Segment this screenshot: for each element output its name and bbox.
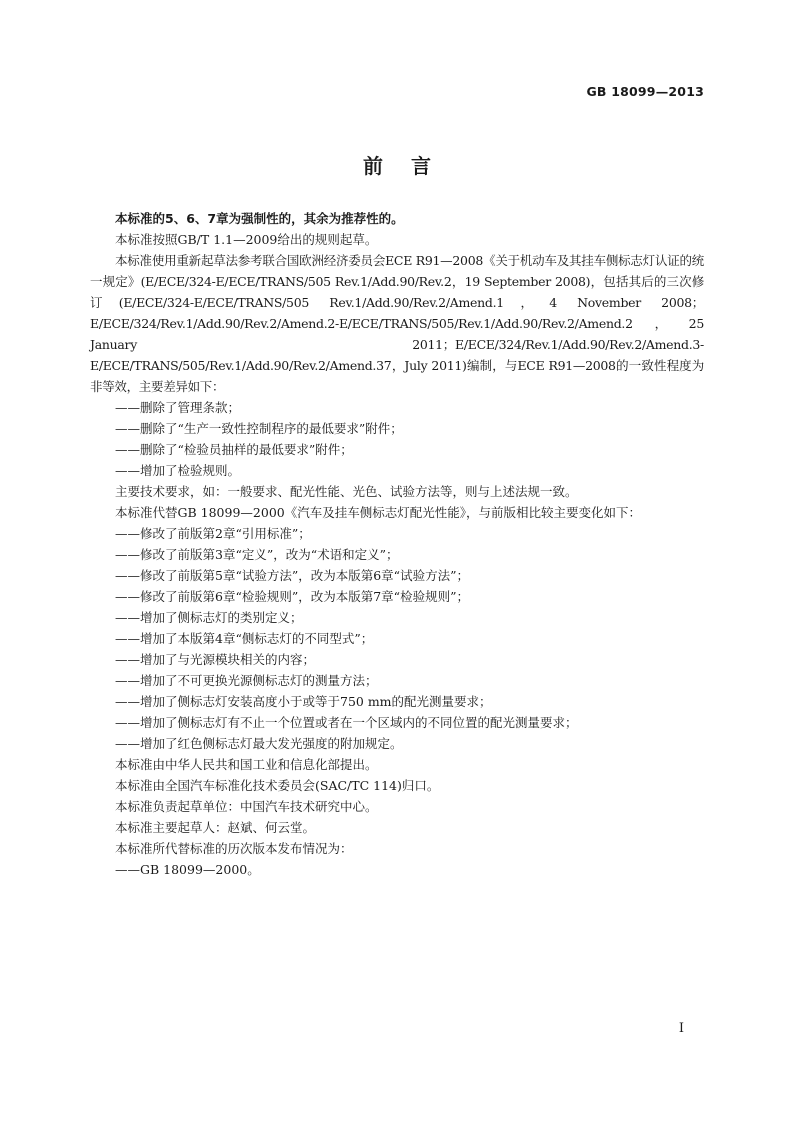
list-item: ——增加了侧标志灯的类别定义； — [115, 610, 303, 625]
standard-id-header: GB 18099—2013 — [586, 84, 704, 99]
list-item: ——增加了本版第4章“侧标志灯的不同型式”； — [115, 631, 374, 646]
list-item: ——增加了不可更换光源侧标志灯的测量方法； — [115, 673, 378, 688]
paragraph-mandatory-chapters: 本标准的5、6、7章为强制性的，其余为推荐性的。 — [115, 211, 404, 226]
page-title: 前言 — [363, 154, 459, 178]
list-item: ——增加了红色侧标志灯最大发光强度的附加规定。 — [115, 736, 403, 751]
list-item: ——增加了检验规则。 — [115, 463, 241, 478]
paragraph-ece-reference: 本标准使用重新起草法参考联合国欧洲经济委员会ECE R91—2008《关于机动车及其挂车侧标志灯认证的统一规定》(E/ECE/324-E/ECE/TRANS/505 Rev.1/Add.90/Rev.2，19 September 2008)，包括其后的三次修订(E/ECE/324-E/ECE/TRANS/505 Rev.1/Add.90/Rev.2/Amend.1，4 November 2008；E/ECE/324/Rev.1/Add.90/Rev.2/Amend.2-E/ECE/TRANS/505/Rev.1/Add.90/Rev.2/Amend.2，25 January 2011；E/ECE/324/Rev.1/Add.90/Rev.2/Amend.3-E/ECE/TRANS/505/Rev.1/Add.90/Rev.2/Amend.37，July 2011)编制，与ECE R91—2008的一致性程度为非等效，主要差异如下： — [90, 253, 704, 394]
paragraph-proposer: 本标准由中华人民共和国工业和信息化部提出。 — [115, 757, 378, 772]
paragraph-drafting-unit: 本标准负责起草单位：中国汽车技术研究中心。 — [115, 799, 378, 814]
paragraph-drafting-rules: 本标准按照GB/T 1.1—2009给出的规则起草。 — [115, 232, 378, 247]
paragraph-version-history: 本标准所代替标准的历次版本发布情况为： — [115, 841, 353, 856]
paragraph-replaces-standard: 本标准代替GB 18099—2000《汽车及挂车侧标志灯配光性能》，与前版相比较主要变化如下： — [115, 505, 641, 520]
list-item: ——增加了与光源模块相关的内容； — [115, 652, 316, 667]
list-item: ——增加了侧标志灯有不止一个位置或者在一个区域内的不同位置的配光测量要求； — [115, 715, 578, 730]
list-item: ——GB 18099—2000。 — [115, 862, 260, 877]
page-number: I — [678, 1021, 684, 1036]
list-item: ——增加了侧标志灯安装高度小于或等于750 mm的配光测量要求； — [115, 694, 492, 709]
foreword-body — [90, 208, 704, 880]
list-item: ——修改了前版第6章“检验规则”，改为本版第7章“检验规则”； — [115, 589, 469, 604]
paragraph-drafters: 本标准主要起草人：赵斌、何云堂。 — [115, 820, 316, 835]
list-item: ——删除了“生产一致性控制程序的最低要求”附件； — [115, 421, 403, 436]
list-item: ——删除了管理条款； — [115, 400, 241, 415]
list-item: ——修改了前版第5章“试验方法”，改为本版第6章“试验方法”； — [115, 568, 469, 583]
list-item: ——修改了前版第2章“引用标准”； — [115, 526, 311, 541]
list-item: ——删除了“检验员抽样的最低要求”附件； — [115, 442, 353, 457]
paragraph-technical-requirements: 主要技术要求，如：一般要求、配光性能、光色、试验方法等，则与上述法规一致。 — [115, 484, 578, 499]
list-item: ——修改了前版第3章“定义”，改为“术语和定义”； — [115, 547, 399, 562]
paragraph-committee: 本标准由全国汽车标准化技术委员会(SAC/TC 114)归口。 — [115, 778, 440, 793]
